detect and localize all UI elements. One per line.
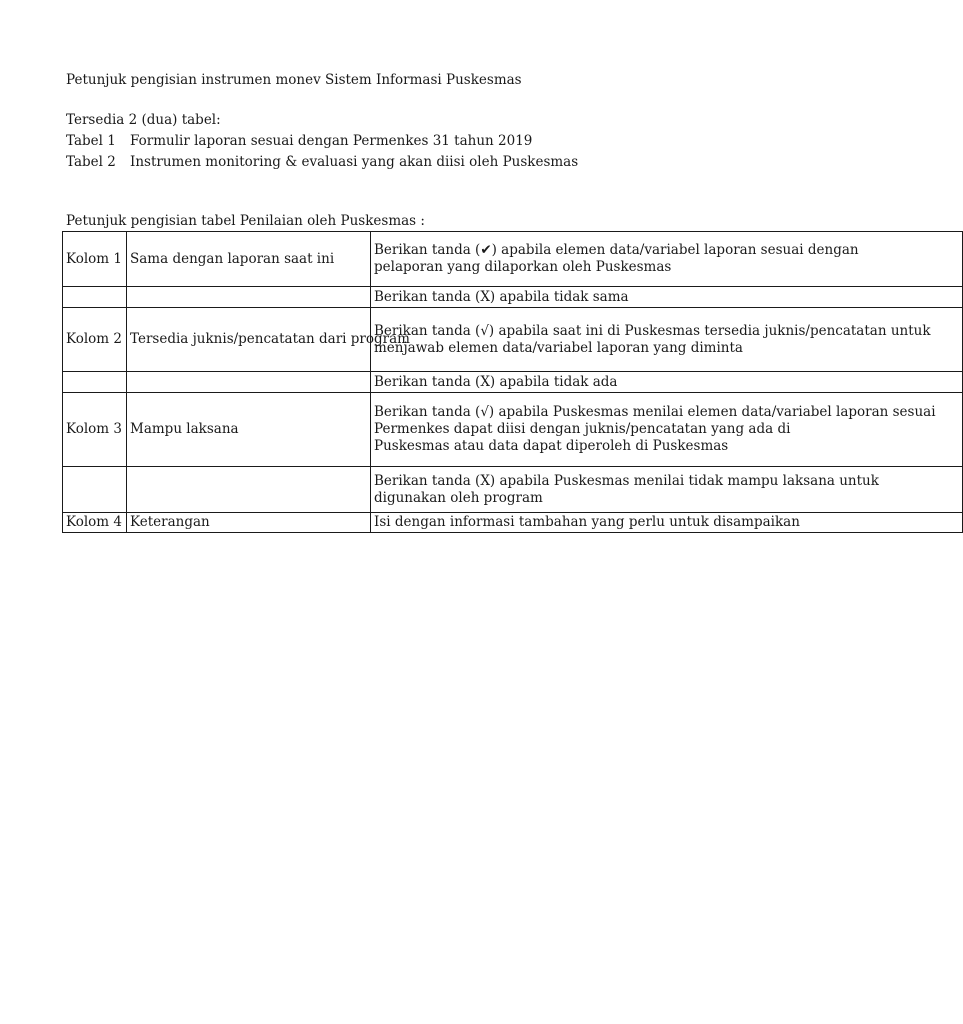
kolom-name-cell: Tersedia juknis/pencatatan dari program <box>127 308 371 372</box>
desc-line: Berikan tanda (X) apabila tidak sama <box>374 288 629 305</box>
tabel-2-item <box>66 153 578 171</box>
desc-line: Berikan tanda (√) apabila Puskesmas menilai elemen data/variabel laporan sesuai <box>374 404 936 420</box>
kolom-cell <box>63 287 127 308</box>
desc-line: menjawab elemen data/variabel laporan yang diminta <box>374 339 743 356</box>
desc-line: Berikan tanda (✔) apabila elemen data/variabel laporan sesuai dengan <box>374 242 859 258</box>
kolom-cell: Kolom 4 <box>63 513 127 533</box>
kolom-cell: Kolom 1 <box>63 232 127 287</box>
tabel-2-text: Instrumen monitoring & evaluasi yang akan diisi oleh Puskesmas <box>130 154 579 170</box>
penilaian-table <box>62 231 963 533</box>
penilaian-table-wrapper <box>62 231 936 533</box>
table-row <box>63 308 963 372</box>
desc-line: Berikan tanda (√) apabila saat ini di Puskesmas tersedia juknis/pencatatan untuk <box>374 322 931 339</box>
table-row <box>63 287 963 308</box>
desc-line: pelaporan yang dilaporkan oleh Puskesmas <box>374 259 672 275</box>
desc-line: Permenkes dapat diisi dengan juknis/pencatatan yang ada di <box>374 421 791 437</box>
tabel-1-item <box>66 132 532 150</box>
kolom-name-cell: Mampu laksana <box>127 393 371 467</box>
page-title: Petunjuk pengisian instrumen monev Sistem Informasi Puskesmas <box>66 72 522 88</box>
desc-line: Isi dengan informasi tambahan yang perlu untuk disampaikan <box>374 514 800 530</box>
intro-text: Tersedia 2 (dua) tabel: <box>66 112 221 128</box>
kolom-name-cell: Sama dengan laporan saat ini <box>127 232 371 287</box>
desc-line: digunakan oleh program <box>374 489 543 506</box>
kolom-name-cell <box>127 287 371 308</box>
kolom-desc-cell <box>371 232 963 287</box>
kolom-desc-cell <box>371 513 963 533</box>
kolom-name-cell <box>127 372 371 393</box>
kolom-cell <box>63 467 127 513</box>
kolom-desc-cell <box>371 467 963 513</box>
table-row <box>63 513 963 533</box>
table-row <box>63 393 963 467</box>
table-row <box>63 372 963 393</box>
tabel-1-text: Formulir laporan sesuai dengan Permenkes 31 tahun 2019 <box>130 133 533 149</box>
desc-line: Berikan tanda (X) apabila Puskesmas menilai tidak mampu laksana untuk <box>374 472 879 489</box>
kolom-desc-cell <box>371 393 963 467</box>
tabel-1-label: Tabel 1 <box>66 133 116 149</box>
kolom-name-cell <box>127 467 371 513</box>
tabel-2-label: Tabel 2 <box>66 154 116 170</box>
table-row <box>63 467 963 513</box>
desc-line: Puskesmas atau data dapat diperoleh di Puskesmas <box>374 438 729 454</box>
table-row <box>63 232 963 287</box>
kolom-desc-cell <box>371 287 963 308</box>
desc-line: Berikan tanda (X) apabila tidak ada <box>374 373 618 390</box>
kolom-cell <box>63 372 127 393</box>
penilaian-heading: Petunjuk pengisian tabel Penilaian oleh Puskesmas : <box>66 213 425 229</box>
kolom-desc-cell <box>371 308 963 372</box>
kolom-cell: Kolom 2 <box>63 308 127 372</box>
kolom-name-cell: Keterangan <box>127 513 371 533</box>
kolom-desc-cell <box>371 372 963 393</box>
kolom-cell: Kolom 3 <box>63 393 127 467</box>
